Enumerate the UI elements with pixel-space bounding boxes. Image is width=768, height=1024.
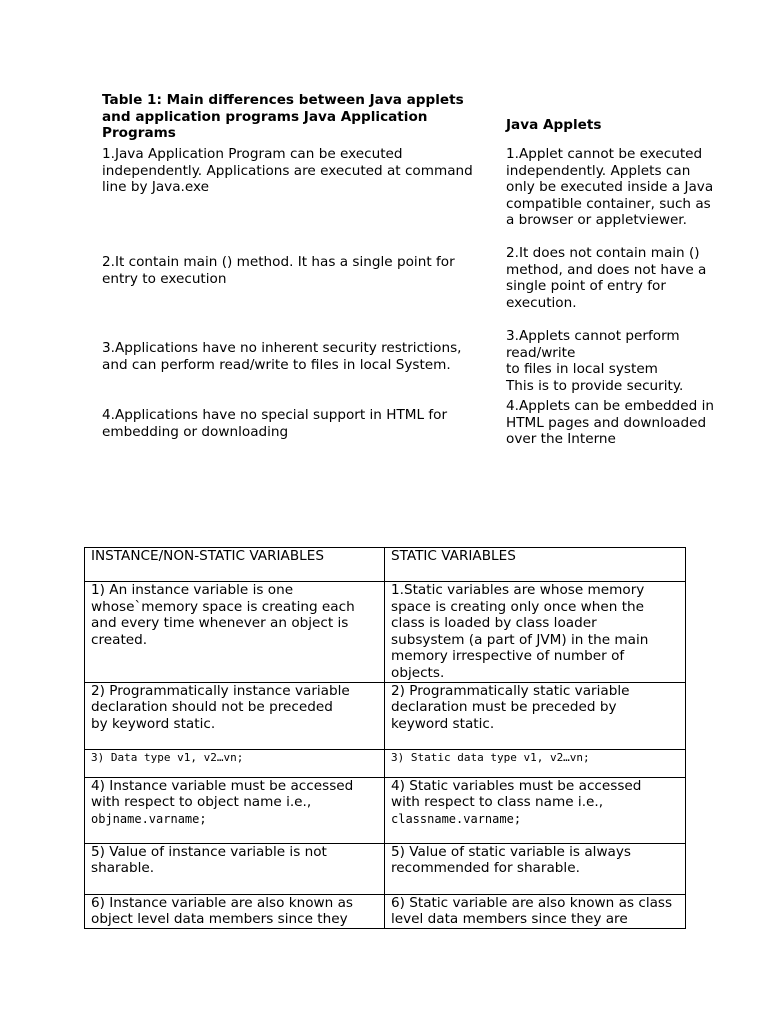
- static-cell: 6) Static variable are also known as class level data members since they are: [385, 894, 686, 928]
- application-point-2: 2.It contain main () method. It has a single point for entry to execution: [102, 254, 455, 287]
- application-point-4: 4.Applications have no special support in HTML for embedding or downloading: [102, 407, 448, 440]
- table-caption: Table 1: Main differences between Java applets and application programs Java Application Programs: [102, 92, 464, 142]
- table-row: [85, 749, 686, 777]
- applet-point-4: 4.Applets can be embedded in HTML pages and downloaded over the Interne: [506, 398, 715, 448]
- variables-comparison-table: [84, 547, 686, 929]
- applet-point-1: 1.Applet cannot be executed independently. Applets can only be executed inside a Java compatible container, such as a browser or appletviewer.: [506, 146, 714, 229]
- application-point-3: 3.Applications have no inherent security restrictions, and can perform read/write to files in local System.: [102, 340, 462, 373]
- static-variables-header: STATIC VARIABLES: [385, 548, 686, 582]
- static-cell: 5) Value of static variable is always recommended for sharable.: [385, 843, 686, 894]
- instance-cell: 3) Data type v1, v2…vn;: [85, 749, 385, 777]
- table-header-row: [85, 548, 686, 582]
- table-row: [85, 843, 686, 894]
- applet-point-3: 3.Applets cannot perform read/write to files in local system This is to provide security.: [506, 328, 684, 394]
- table-row: [85, 894, 686, 928]
- instance-access-text: 4) Instance variable must be accessed with respect to object name i.e.,: [91, 777, 354, 811]
- table-row: [85, 682, 686, 749]
- static-cell: 2) Programmatically static variable declaration must be preceded by keyword static.: [385, 682, 686, 749]
- applet-point-2: 2.It does not contain main () method, and does not have a single point of entry for execution.: [506, 245, 707, 311]
- instance-access-code: objname.varname;: [91, 811, 207, 826]
- instance-variables-header: INSTANCE/NON-STATIC VARIABLES: [85, 548, 385, 582]
- static-cell: [385, 777, 686, 843]
- instance-cell: [85, 777, 385, 843]
- application-point-1: 1.Java Application Program can be executed independently. Applications are executed at command line by Java.exe: [102, 146, 473, 196]
- table-row: [85, 582, 686, 683]
- java-applets-heading: Java Applets: [506, 117, 602, 133]
- table-row: [85, 777, 686, 843]
- static-access-text: 4) Static variables must be accessed with respect to class name i.e.,: [391, 777, 642, 811]
- static-cell: 3) Static data type v1, v2…vn;: [385, 749, 686, 777]
- instance-cell: 5) Value of instance variable is not sharable.: [85, 843, 385, 894]
- static-cell: 1.Static variables are whose memory space is creating only once when the class is loaded by class loader subsystem (a part of JVM) in the main memory irrespective of number of objects.: [385, 582, 686, 683]
- instance-cell: 6) Instance variable are also known as object level data members since they: [85, 894, 385, 928]
- static-access-code: classname.varname;: [391, 811, 522, 826]
- instance-cell: 2) Programmatically instance variable declaration should not be preceded by keyword static.: [85, 682, 385, 749]
- instance-cell: 1) An instance variable is one whose`memory space is creating each and every time whenever an object is created.: [85, 582, 385, 683]
